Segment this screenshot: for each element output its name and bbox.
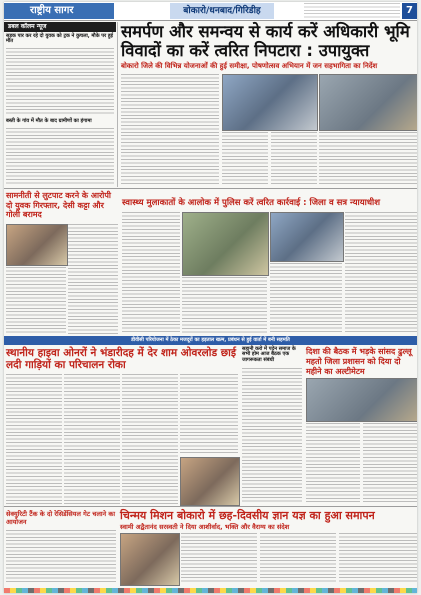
bottom-photo <box>120 533 180 586</box>
center-body-col2 <box>182 277 267 334</box>
center-photo <box>182 212 269 276</box>
brief-body-2 <box>6 128 114 184</box>
edition-label: बोकारो/धनबाद/गिरिडीह <box>170 3 274 19</box>
newspaper-page <box>4 2 417 593</box>
right-story-col1 <box>306 423 360 504</box>
center-body-col3 <box>270 263 342 334</box>
bottom-body-col3 <box>339 533 417 584</box>
center-headline: स्वास्थ्य मुलाकातों के आलोक में पुलिस करें त्वरित कार्रवाई : जिला व सत्र न्यायाधीश <box>122 198 381 208</box>
center-photo-2 <box>270 212 344 262</box>
brief-body <box>6 48 114 116</box>
left-story-3-headline: स्थानीय हाइवा ओनरों ने भंडारीदह में देर शाम ओवरलोड छाई लदी गाड़ियों का परिचालन रोका <box>6 347 236 371</box>
lead-subhead: बोकारो जिले की विभिन्न योजनाओं की हुई समीक्षा, पोषणोत्सव अभियान में जन सहभागिता का निर्देश <box>121 62 378 70</box>
left-story-2-body <box>68 224 118 334</box>
left-story-3-col4 <box>180 374 238 454</box>
left-story-2-photo <box>6 224 68 266</box>
page-number: 7 <box>402 3 417 19</box>
right-story-headline: दिशा की बैठक में भड़के सांसद ढुल्लू महतो जिला प्रशासन को दिया दो महीने का अल्टीमेटम <box>306 347 412 376</box>
section-rule-2 <box>4 506 417 507</box>
column-rule <box>117 22 118 187</box>
lead-headline: समर्पण और समन्वय से कार्य करें अधिकारी भूमि विवादों का करें त्वरित निपटारा : उपायुक्त <box>121 22 410 60</box>
section-rule <box>4 188 417 189</box>
brief-headline: सड़क पार कर रहे दो युवक को ट्रक ने कुचला, मौके पर हुई मौत <box>6 33 114 45</box>
center-body-col1 <box>122 212 180 334</box>
mid-body <box>242 368 302 504</box>
masthead-dateline <box>304 3 400 19</box>
brief-section-title: डबल कॉलम न्यूज <box>4 22 116 32</box>
lead-body-col4 <box>319 132 417 184</box>
bottom-body-col1 <box>181 533 257 584</box>
left-story-2-headline: सामनीती से लुटपाट करने के आरोपी दो युवक गिरफ्तार, देसी कट्टा और गोली बरामद <box>6 191 111 219</box>
left-story-3-col2 <box>64 374 120 504</box>
registration-marks <box>4 588 417 593</box>
bottom-subhead: स्वामी अद्वैतानंद सरस्वती ने दिया आशीर्वाद, भक्ति और वैराग्य का संदेश <box>120 523 290 531</box>
bottom-left-body <box>6 530 116 584</box>
right-story-photo <box>306 378 417 422</box>
lead-body-col2 <box>222 132 268 184</box>
center-body-col4 <box>345 212 417 334</box>
left-story-3-col3 <box>122 374 178 504</box>
left-story-3-col1 <box>6 374 62 504</box>
brief-headline-2: बस्ती के गांव में मौत के बाद ग्रामीणों का हंगामा <box>6 118 92 124</box>
mid-headline: सहानी करो में पदेन समाज के सभी होम आज बैठक एक जागरूकता संबंधी <box>242 346 296 363</box>
left-story-3-photo <box>180 457 240 506</box>
bottom-left-headline: सेक्युरिटी टैंक के दो रेसिडेंसियल गेट चलाने का आयोजन <box>6 510 116 526</box>
left-story-2-body-b <box>6 267 66 335</box>
lead-photo-meeting <box>222 74 318 131</box>
lead-photo-officials <box>319 74 417 131</box>
bottom-headline: चिन्मय मिशन बोकारो में छह-दिवसीय ज्ञान यज्ञ का हुआ समापन <box>120 509 375 522</box>
lead-body-col3 <box>271 132 317 184</box>
lead-body-col1 <box>121 74 219 184</box>
announcement-strip: डीवीसी परियोजना में ठेका मजदूरों का हड़ताल खत्म, प्रबंधन से हुई वार्ता में बनी सहमति <box>4 336 417 345</box>
bottom-body-col2 <box>260 533 336 584</box>
right-story-col2 <box>363 423 417 504</box>
paper-name: राष्ट्रीय सागर <box>4 3 114 19</box>
